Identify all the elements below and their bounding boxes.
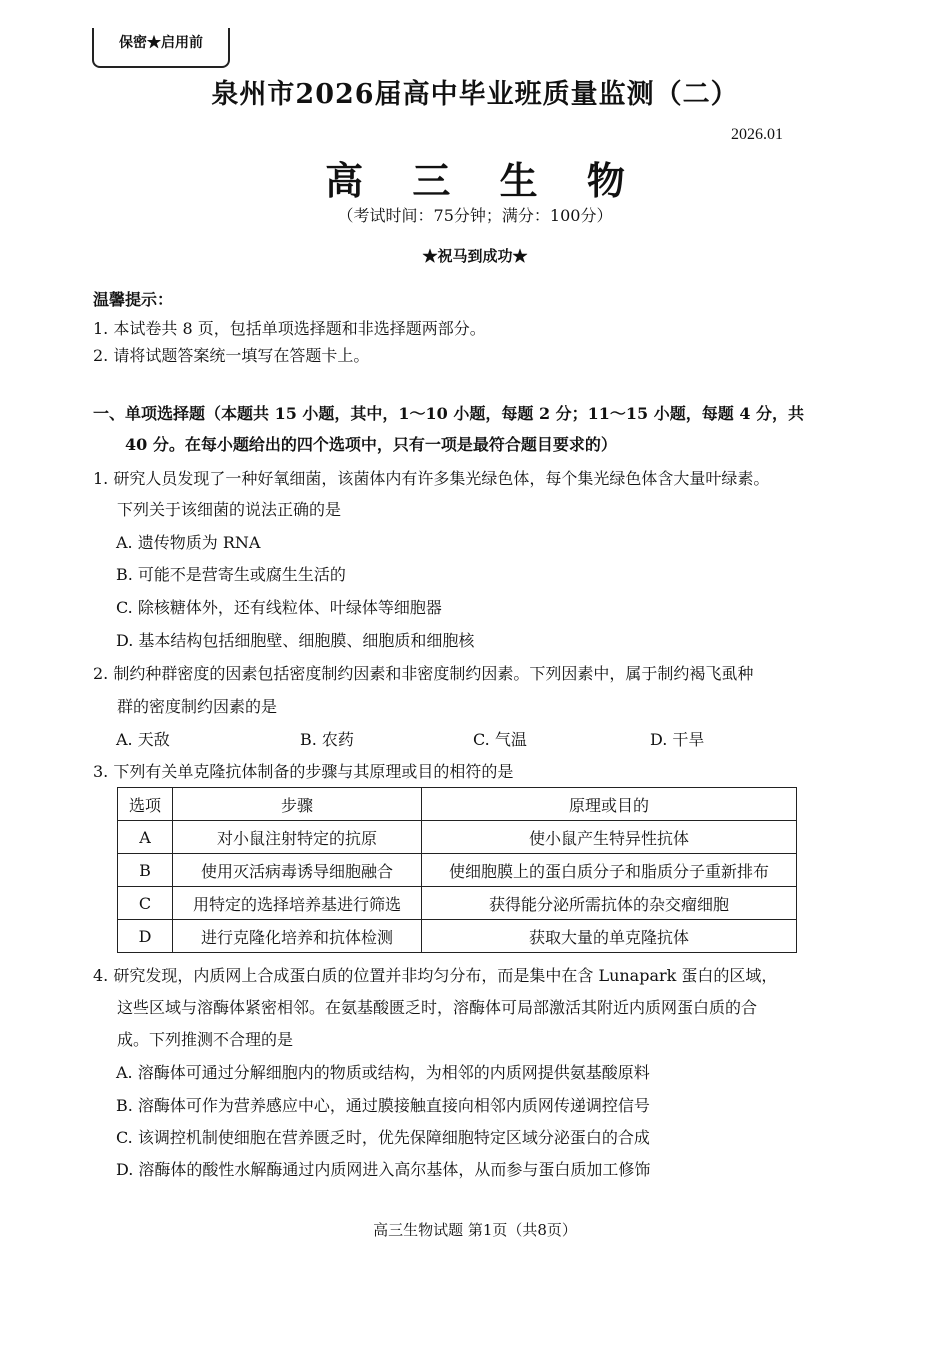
table-cell: 用特定的选择培养基进行筛选: [173, 887, 422, 920]
table-cell: B: [118, 854, 173, 887]
tips-heading: 温馨提示：: [93, 290, 174, 309]
table-cell: 使用灭活病毒诱导细胞融合: [173, 854, 422, 887]
question-3-table: [117, 787, 797, 953]
question-4-stem-cont: 成。下列推测不合理的是: [117, 1030, 294, 1049]
table-row: [118, 887, 797, 920]
tip-item: 2. 请将试题答案统一填写在答题卡上。: [93, 346, 370, 365]
question-4-option-c: C. 该调控机制使细胞在营养匮乏时，优先保障细胞特定区域分泌蛋白的合成: [116, 1128, 650, 1147]
table-cell: 获得能分泌所需抗体的杂交瘤细胞: [422, 887, 797, 920]
blessing-text: ★祝马到成功★: [422, 247, 528, 265]
question-2-stem: 2. 制约种群密度的因素包括密度制约因素和非密度制约因素。下列因素中，属于制约褐飞虱种: [93, 664, 754, 683]
question-1-stem: 1. 研究人员发现了一种好氧细菌，该菌体内有许多集光绿色体，每个集光绿色体含大量叶绿素。: [93, 469, 770, 488]
table-row: [118, 920, 797, 953]
question-3-stem: 3. 下列有关单克隆抗体制备的步骤与其原理或目的相符的是: [93, 762, 514, 781]
question-1-stem-cont: 下列关于该细菌的说法正确的是: [117, 500, 342, 519]
table-row: [118, 854, 797, 887]
table-cell: 使细胞膜上的蛋白质分子和脂质分子重新排布: [422, 854, 797, 887]
page-footer: 高三生物试题 第1页（共8页）: [373, 1221, 577, 1239]
table-header-row: [118, 788, 797, 821]
question-1-option-d: D. 基本结构包括细胞壁、细胞膜、细胞质和细胞核: [116, 631, 475, 650]
question-4-option-d: D. 溶酶体的酸性水解酶通过内质网进入高尔基体，从而参与蛋白质加工修饰: [116, 1160, 651, 1179]
table-cell: A: [118, 821, 173, 854]
section-heading-cont: 40 分。在每小题给出的四个选项中，只有一项是最符合题目要求的）: [125, 435, 617, 454]
table-cell: 使小鼠产生特异性抗体: [422, 821, 797, 854]
tip-item: 1. 本试卷共 8 页，包括单项选择题和非选择题两部分。: [93, 319, 486, 338]
question-1-option-a: A. 遗传物质为 RNA: [116, 533, 261, 552]
section-heading: 一、单项选择题（本题共 15 小题，其中，1～10 小题，每题 2 分；11～15 小题，每题 4 分，共: [93, 404, 805, 423]
question-4-stem-cont: 这些区域与溶酶体紧密相邻。在氨基酸匮乏时，溶酶体可局部激活其附近内质网蛋白质的合: [117, 998, 758, 1017]
question-2-option-d: D. 干旱: [650, 730, 705, 749]
subject-title: 高 三 生 物: [325, 158, 643, 203]
table-cell: C: [118, 887, 173, 920]
table-header-cell: 选项: [118, 788, 173, 821]
secret-label-badge: 保密★启用前: [92, 28, 230, 68]
question-4-option-a: A. 溶酶体可通过分解细胞内的物质或结构，为相邻的内质网提供氨基酸原料: [116, 1063, 650, 1082]
table-header-cell: 步骤: [173, 788, 422, 821]
exam-title: 泉州市2026届高中毕业班质量监测（二）: [211, 79, 739, 110]
exam-date: 2026.01: [731, 126, 783, 143]
table-cell: 进行克隆化培养和抗体检测: [173, 920, 422, 953]
table-row: [118, 821, 797, 854]
table-cell: 对小鼠注射特定的抗原: [173, 821, 422, 854]
table-cell: 获取大量的单克隆抗体: [422, 920, 797, 953]
exam-info: （考试时间：75分钟；满分：100分）: [337, 206, 613, 225]
table-cell: D: [118, 920, 173, 953]
question-2-stem-cont: 群的密度制约因素的是: [117, 697, 278, 716]
question-4-stem: 4. 研究发现，内质网上合成蛋白质的位置并非均匀分布，而是集中在含 Lunapark 蛋白的区域，: [93, 966, 778, 985]
question-1-option-b: B. 可能不是营寄生或腐生生活的: [116, 565, 346, 584]
question-2-option-c: C. 气温: [473, 730, 527, 749]
question-4-option-b: B. 溶酶体可作为营养感应中心，通过膜接触直接向相邻内质网传递调控信号: [116, 1096, 650, 1115]
table-header-cell: 原理或目的: [422, 788, 797, 821]
question-2-option-b: B. 农药: [300, 730, 354, 749]
question-1-option-c: C. 除核糖体外，还有线粒体、叶绿体等细胞器: [116, 598, 442, 617]
question-2-option-a: A. 天敌: [116, 730, 170, 749]
